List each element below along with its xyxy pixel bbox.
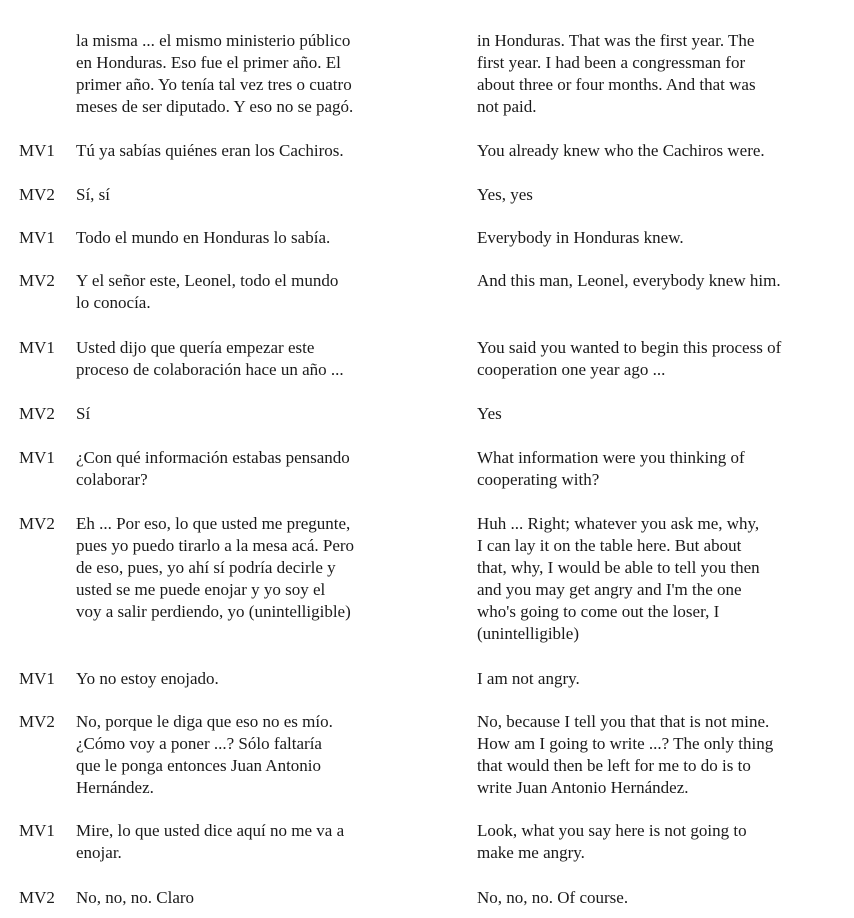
speaker-label: MV1 bbox=[19, 448, 55, 467]
english-line: and you may get angry and I'm the one bbox=[477, 580, 742, 599]
spanish-text bbox=[76, 820, 406, 864]
english-line: first year. I had been a congressman for bbox=[477, 53, 746, 72]
speaker-label: MV2 bbox=[19, 271, 55, 290]
spanish-line: Usted dijo que quería empezar este bbox=[76, 338, 315, 357]
speaker-label: MV2 bbox=[19, 404, 55, 423]
spanish-line: de eso, pues, yo ahí sí podría decirle y bbox=[76, 558, 336, 577]
english-line: cooperation one year ago ... bbox=[477, 360, 666, 379]
spanish-line: meses de ser diputado. Y eso no se pagó. bbox=[76, 97, 354, 116]
spanish-text bbox=[76, 184, 406, 206]
spanish-text bbox=[76, 140, 406, 162]
spanish-text bbox=[76, 887, 406, 909]
spanish-line: Sí bbox=[76, 404, 91, 423]
spanish-line: No, no, no. Claro bbox=[76, 888, 195, 907]
english-line: (unintelligible) bbox=[477, 624, 579, 643]
english-line: Huh ... Right; whatever you ask me, why, bbox=[477, 514, 760, 533]
english-line: who's going to come out the loser, I bbox=[477, 602, 720, 621]
english-line: make me angry. bbox=[477, 843, 585, 862]
speaker-label: MV1 bbox=[19, 141, 55, 160]
english-text bbox=[477, 513, 837, 645]
spanish-text bbox=[76, 30, 406, 118]
speaker-label: MV2 bbox=[19, 712, 55, 731]
spanish-text bbox=[76, 513, 406, 623]
english-line: in Honduras. That was the first year. The bbox=[477, 31, 755, 50]
speaker-label: MV1 bbox=[19, 669, 55, 688]
spanish-text bbox=[76, 668, 406, 690]
english-text bbox=[477, 403, 837, 425]
spanish-line: usted se me puede enojar y yo soy el bbox=[76, 580, 326, 599]
spanish-line: lo conocía. bbox=[76, 293, 151, 312]
speaker-label: MV2 bbox=[19, 888, 55, 907]
spanish-text bbox=[76, 447, 406, 491]
spanish-text bbox=[76, 711, 406, 799]
english-text bbox=[477, 270, 837, 292]
english-line: Yes bbox=[477, 404, 502, 423]
spanish-line: que le ponga entonces Juan Antonio bbox=[76, 756, 322, 775]
spanish-line: ¿Con qué información estabas pensando bbox=[76, 448, 350, 467]
speaker-label: MV1 bbox=[19, 338, 55, 357]
english-line: that, why, I would be able to tell you then bbox=[477, 558, 760, 577]
spanish-line: la misma ... el mismo ministerio público bbox=[76, 31, 351, 50]
english-line: about three or four months. And that was bbox=[477, 75, 756, 94]
spanish-text bbox=[76, 227, 406, 249]
english-text bbox=[477, 184, 837, 206]
english-text bbox=[477, 447, 837, 491]
spanish-line: Tú ya sabías quiénes eran los Cachiros. bbox=[76, 141, 344, 160]
spanish-line: voy a salir perdiendo, yo (unintelligible) bbox=[76, 602, 351, 621]
english-text bbox=[477, 337, 837, 381]
english-line: I am not angry. bbox=[477, 669, 580, 688]
spanish-line: Hernández. bbox=[76, 778, 154, 797]
spanish-line: colaborar? bbox=[76, 470, 148, 489]
spanish-line: proceso de colaboración hace un año ... bbox=[76, 360, 344, 379]
spanish-line: primer año. Yo tenía tal vez tres o cuatro bbox=[76, 75, 352, 94]
english-line: that would then be left for me to do is to bbox=[477, 756, 751, 775]
spanish-line: pues yo puedo tirarlo a la mesa acá. Pero bbox=[76, 536, 355, 555]
english-line: And this man, Leonel, everybody knew him. bbox=[477, 271, 781, 290]
speaker-label: MV1 bbox=[19, 821, 55, 840]
english-text bbox=[477, 887, 837, 909]
english-line: write Juan Antonio Hernández. bbox=[477, 778, 689, 797]
english-line: What information were you thinking of bbox=[477, 448, 745, 467]
speaker-label: MV2 bbox=[19, 514, 55, 533]
english-line: How am I going to write ...? The only thing bbox=[477, 734, 774, 753]
english-line: You said you wanted to begin this process of bbox=[477, 338, 782, 357]
english-line: Look, what you say here is not going to bbox=[477, 821, 747, 840]
english-line: Yes, yes bbox=[477, 185, 533, 204]
english-line: No, no, no. Of course. bbox=[477, 888, 629, 907]
speaker-label: MV2 bbox=[19, 185, 55, 204]
english-text bbox=[477, 820, 837, 864]
english-line: cooperating with? bbox=[477, 470, 600, 489]
english-line: I can lay it on the table here. But about bbox=[477, 536, 742, 555]
spanish-line: enojar. bbox=[76, 843, 122, 862]
spanish-line: Yo no estoy enojado. bbox=[76, 669, 219, 688]
spanish-line: Mire, lo que usted dice aquí no me va a bbox=[76, 821, 345, 840]
speaker-label: MV1 bbox=[19, 228, 55, 247]
english-text bbox=[477, 140, 837, 162]
english-line: You already knew who the Cachiros were. bbox=[477, 141, 765, 160]
english-text bbox=[477, 711, 837, 799]
spanish-line: ¿Cómo voy a poner ...? Sólo faltaría bbox=[76, 734, 322, 753]
spanish-line: Y el señor este, Leonel, todo el mundo bbox=[76, 271, 339, 290]
english-line: Everybody in Honduras knew. bbox=[477, 228, 684, 247]
spanish-text bbox=[76, 270, 406, 314]
spanish-line: Sí, sí bbox=[76, 185, 111, 204]
spanish-line: Todo el mundo en Honduras lo sabía. bbox=[76, 228, 331, 247]
spanish-text bbox=[76, 337, 406, 381]
spanish-line: No, porque le diga que eso no es mío. bbox=[76, 712, 333, 731]
english-line: No, because I tell you that that is not mine. bbox=[477, 712, 770, 731]
english-line: not paid. bbox=[477, 97, 537, 116]
english-text bbox=[477, 30, 837, 118]
english-text bbox=[477, 227, 837, 249]
english-text bbox=[477, 668, 837, 690]
spanish-text bbox=[76, 403, 406, 425]
spanish-line: en Honduras. Eso fue el primer año. El bbox=[76, 53, 341, 72]
spanish-line: Eh ... Por eso, lo que usted me pregunte, bbox=[76, 514, 351, 533]
